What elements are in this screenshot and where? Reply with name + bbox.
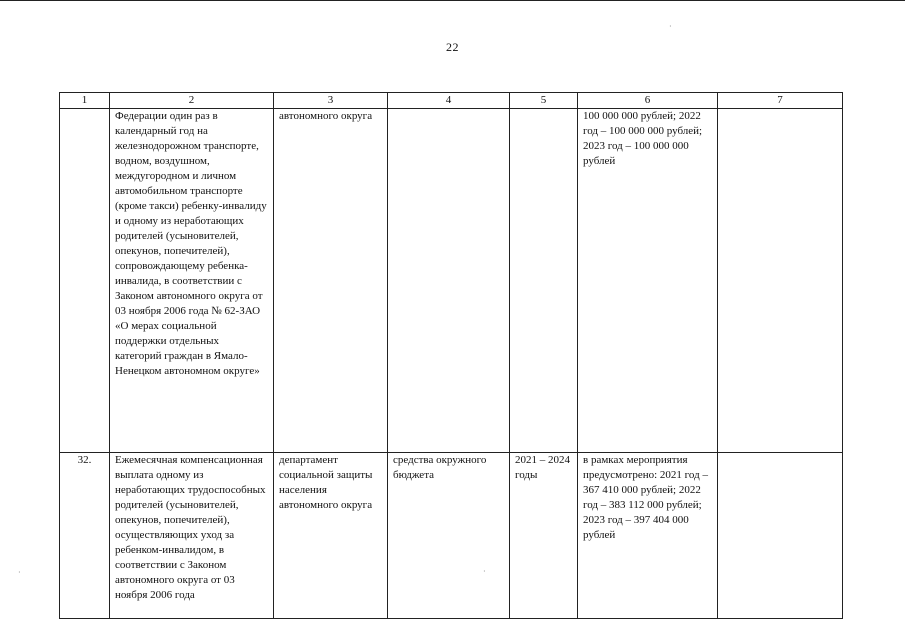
period-cell: 2021 – 2024 годы [510, 453, 578, 619]
table-row [60, 109, 843, 453]
funding-amount-cell: в рамках мероприятия предусмотрено: 2021 год – 367 410 000 рублей; 2022 год – 383 112 000 рублей; 2023 год – 397 404 000 рублей [578, 453, 718, 619]
executor-cell: автономного округа [274, 109, 388, 453]
scan-speck: · [669, 22, 672, 31]
column-header-5: 5 [510, 93, 578, 109]
notes-cell [718, 109, 843, 453]
period-cell [510, 109, 578, 453]
column-header-6: 6 [578, 93, 718, 109]
measure-name-cell: Ежемесячная компенсационная выплата одному из неработающих трудоспособных родителей (усыновителей, опекунов, попечителей), осуществляющих уход за ребенком-инвалидом, в соответствии с Законом автономного округа от 03 ноября 2006 года [110, 453, 274, 619]
scan-speck: · [483, 567, 486, 576]
executor-cell: департамент социальной защиты населения автономного округа [274, 453, 388, 619]
row-number-cell: 32. [60, 453, 110, 619]
column-header-3: 3 [274, 93, 388, 109]
column-header-1: 1 [60, 93, 110, 109]
column-header-2: 2 [110, 93, 274, 109]
table-row [60, 453, 843, 619]
column-header-4: 4 [388, 93, 510, 109]
page-number: 22 [446, 40, 459, 54]
scan-speck: · [18, 568, 21, 577]
column-header-7: 7 [718, 93, 843, 109]
top-border-line [0, 0, 905, 1]
notes-cell [718, 453, 843, 619]
row-number-cell [60, 109, 110, 453]
table-header-row [60, 93, 843, 109]
program-table [59, 92, 843, 619]
funding-source-cell: средства окружного бюджета [388, 453, 510, 619]
funding-source-cell [388, 109, 510, 453]
measure-name-cell: Федерации один раз в календарный год на железнодорожном транспорте, водном, воздушном, междугородном и личном автомобильном транспорте (кроме такси) ребенку-инвалиду и одному из неработающих родителей (усыновителей, опекунов, попечителей), сопровождающему ребенка-инвалида, в соответствии с Законом автономного округа от 03 ноября 2006 года № 62-ЗАО «О мерах социальной поддержки отдельных категорий граждан в Ямало-Ненецком автономном округе» [110, 109, 274, 453]
funding-amount-cell: 100 000 000 рублей; 2022 год – 100 000 000 рублей; 2023 год – 100 000 000 рублей [578, 109, 718, 453]
